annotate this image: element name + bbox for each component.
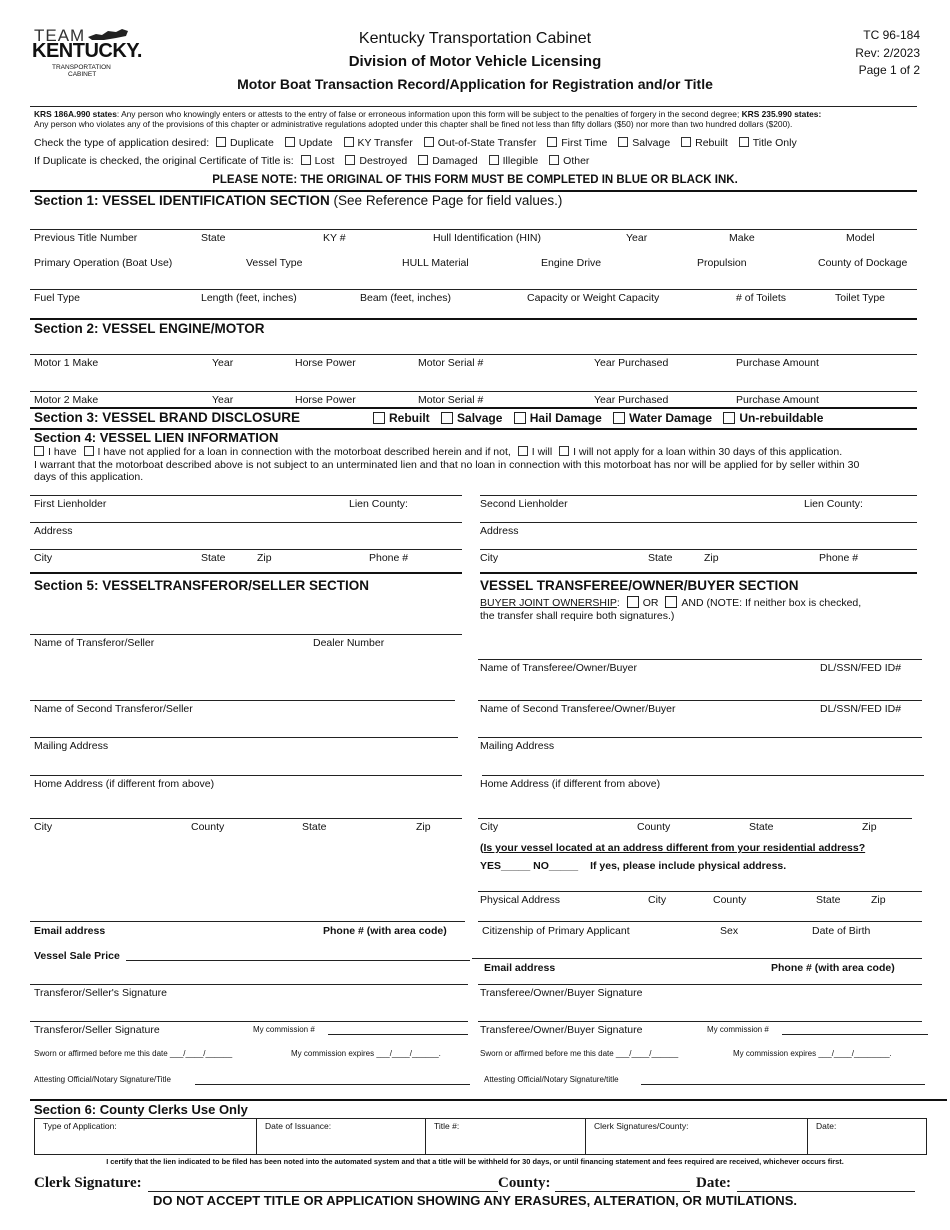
cell-clerk-signatures[interactable]: Clerk Signatures/County:: [586, 1119, 808, 1155]
cell-date[interactable]: Date:: [808, 1119, 927, 1155]
logo-sub-text-2: CABINET: [68, 71, 97, 78]
cell-title-number[interactable]: Title #:: [426, 1119, 586, 1155]
label-physical-state: State: [816, 894, 841, 906]
label-hin: Hull Identification (HIN): [433, 232, 541, 244]
label-toilet-type: Toilet Type: [835, 292, 886, 304]
section6-title: Section 6: County Clerks Use Only: [34, 1102, 248, 1117]
logo-state-text: KENTUCKY.: [32, 40, 142, 62]
label-first-lien-address: Address: [34, 525, 73, 537]
county-clerk-table: [34, 1118, 927, 1155]
label-beam: Beam (feet, inches): [360, 292, 452, 304]
label-motor1-purchase-amount: Purchase Amount: [736, 357, 819, 369]
label-second-lien-phone: Phone #: [819, 552, 859, 564]
application-type-row: [34, 137, 805, 149]
section5-title: Section 5: VESSELTRANSFEROR/SELLER SECTION: [34, 578, 370, 593]
label-buyer-attesting: Attesting Official/Notary Signature/title: [484, 1075, 619, 1084]
label-motor2-year: Year: [212, 394, 234, 406]
label-motor2-year-purchased: Year Purchased: [594, 394, 669, 406]
label-motor2-hp: Horse Power: [295, 394, 356, 406]
label-vessel-sale-price: Vessel Sale Price: [34, 950, 120, 962]
ink-note: PLEASE NOTE: THE ORIGINAL OF THIS FORM MUST BE COMPLETED IN BLUE OR BLACK INK.: [212, 174, 738, 186]
checkbox-duplicate[interactable]: Duplicate: [216, 137, 274, 149]
label-seller-signature-top: Transferor/Seller's Signature: [34, 987, 167, 999]
application-type-label: Check the type of application desired:: [34, 137, 210, 149]
label-second-lien-state: State: [648, 552, 673, 564]
label-engine-drive: Engine Drive: [541, 257, 602, 269]
label-model: Model: [846, 232, 875, 244]
label-first-lienholder: First Lienholder: [34, 498, 107, 510]
duplicate-reason-label: If Duplicate is checked, the original Certificate of Title is:: [34, 155, 294, 167]
checkbox-brand-water-damage[interactable]: Water Damage: [613, 411, 712, 425]
label-clerk-signature: Clerk Signature:: [34, 1175, 142, 1191]
label-physical-county: County: [713, 894, 747, 906]
checkbox-title-only[interactable]: Title Only: [739, 137, 797, 149]
label-physical-zip: Zip: [871, 894, 886, 906]
erasure-warning: DO NOT ACCEPT TITLE OR APPLICATION SHOWING ANY ERASURES, ALTERATION, OR MUTILATIONS.: [153, 1193, 797, 1208]
label-motor1-year: Year: [212, 357, 234, 369]
label-buyer-signature-top: Transferee/Owner/Buyer Signature: [480, 987, 643, 999]
checkbox-out-of-state-transfer[interactable]: Out-of-State Transfer: [424, 137, 537, 149]
label-buyer-phone: Phone # (with area code): [771, 962, 895, 974]
logo-sub-text-1: TRANSPORTATION: [52, 64, 111, 71]
label-buyer-home: Home Address (if different from above): [480, 778, 661, 790]
checkbox-joint-or[interactable]: OR: [627, 597, 659, 609]
label-county-of-dockage: County of Dockage: [818, 257, 908, 269]
label-seller-commission: My commission #: [253, 1025, 315, 1034]
loan-statement-row: [34, 446, 842, 458]
checkbox-destroyed[interactable]: Destroyed: [345, 155, 407, 167]
label-first-lien-county: Lien County:: [349, 498, 408, 510]
section3-title: Section 3: VESSEL BRAND DISCLOSURE: [34, 410, 301, 425]
krs-235-label: KRS 235.990 states:: [741, 109, 822, 119]
label-sex: Sex: [720, 925, 739, 937]
checkbox-brand-un-rebuildable[interactable]: Un-rebuildable: [723, 411, 823, 425]
logo-team-text: TEAM: [34, 26, 86, 45]
label-primary-operation: Primary Operation (Boat Use): [34, 257, 173, 269]
label-fuel-type: Fuel Type: [34, 292, 80, 304]
joint-note-line2: the transfer shall require both signatures.): [480, 610, 675, 622]
label-toilets: # of Toilets: [736, 292, 787, 304]
label-buyer-signature: Transferee/Owner/Buyer Signature: [480, 1024, 643, 1036]
label-buyer-commission: My commission #: [707, 1025, 769, 1034]
cell-date-of-issuance[interactable]: Date of Issuance:: [257, 1119, 426, 1155]
checkbox-illegible[interactable]: Illegible: [489, 155, 539, 167]
label-seller-phone: Phone # (with area code): [323, 925, 447, 937]
label-state: State: [201, 232, 226, 244]
checkbox-rebuilt[interactable]: Rebuilt: [681, 137, 728, 149]
label-buyer-mailing: Mailing Address: [480, 740, 555, 752]
checkbox-brand-hail-damage[interactable]: Hail Damage: [514, 411, 602, 425]
buyer-joint-ownership-label: BUYER JOINT OWNERSHIP: [480, 597, 617, 609]
form-revision: Rev: 2/2023: [855, 46, 920, 60]
checkbox-other[interactable]: Other: [549, 155, 589, 167]
buyer-joint-ownership-row: BUYER JOINT OWNERSHIP: OR AND (NOTE: If neither box is checked,: [480, 597, 862, 609]
label-clerk-county: County:: [498, 1175, 551, 1191]
label-second-lien-city: City: [480, 552, 499, 564]
yes-no-field[interactable]: YES_____ NO_____: [480, 860, 579, 872]
label-year: Year: [626, 232, 648, 244]
label-buyer-city: City: [480, 821, 499, 833]
label-seller-city: City: [34, 821, 53, 833]
checkbox-joint-and[interactable]: AND: [665, 597, 703, 609]
joint-note: (NOTE: If neither box is checked,: [706, 597, 862, 609]
section4-title: Section 4: VESSEL LIEN INFORMATION: [34, 430, 279, 445]
warrant-text-line2: days of this application.: [34, 471, 144, 483]
label-buyer-sworn-date: Sworn or affirmed before me this date ___/____/______: [480, 1049, 679, 1058]
checkbox-lost[interactable]: Lost: [301, 155, 335, 167]
label-seller-sworn-date: Sworn or affirmed before me this date ___/____/______: [34, 1049, 233, 1058]
brand-options: [373, 411, 831, 425]
label-second-buyer: Name of Second Transferee/Owner/Buyer: [480, 703, 676, 715]
label-seller-commission-expires: My commission expires ___/____/______.: [291, 1049, 441, 1058]
duplicate-reason-row: [34, 155, 597, 167]
agency-title: Kentucky Transportation Cabinet: [358, 30, 592, 47]
label-seller-name: Name of Transferor/Seller: [34, 637, 155, 649]
checkbox-i-will[interactable]: I will: [518, 446, 552, 458]
legal-text-line2: Any person who violates any of the provisions of this chapter or administrative regulations adopted under this chapter shall be fined not less than fifty dollars ($50) nor more than two hundred dollars ($200).: [34, 119, 793, 129]
checkbox-damaged[interactable]: Damaged: [418, 155, 478, 167]
label-seller-state: State: [302, 821, 327, 833]
vessel-location-answer: YES_____ NO_____ If yes, please include physical address.: [480, 860, 787, 872]
label-dealer-number: Dealer Number: [313, 637, 385, 649]
label-buyer-name: Name of Transferee/Owner/Buyer: [480, 662, 637, 674]
label-hull-material: HULL Material: [402, 257, 469, 269]
label-buyer-state: State: [749, 821, 774, 833]
krs-186a-text: : Any person who knowingly enters or attests to the entry of false or erroneous information upon this form will be subject to the penalties of forgery in the second degree;: [116, 109, 742, 119]
label-previous-title-number: Previous Title Number: [34, 232, 138, 244]
label-seller-signature: Transferor/Seller Signature: [34, 1024, 160, 1036]
label-seller-home: Home Address (if different from above): [34, 778, 215, 790]
checkbox-brand-salvage[interactable]: Salvage: [441, 411, 502, 425]
vessel-location-question: (Is your vessel located at an address different from your residential address?: [480, 842, 866, 854]
checkbox-i-have-not[interactable]: I have not applied for a loan in connection with the motorboat described herein and if not,: [84, 446, 511, 458]
label-first-lien-phone: Phone #: [369, 552, 409, 564]
label-buyer-zip: Zip: [862, 821, 877, 833]
page-number: Page 1 of 2: [858, 63, 920, 77]
label-make: Make: [729, 232, 755, 244]
label-motor1-serial: Motor Serial #: [418, 357, 484, 369]
label-date-of-birth: Date of Birth: [812, 925, 871, 937]
checkbox-i-will-not[interactable]: I will not apply for a loan within 30 days of this application.: [559, 446, 842, 458]
label-citizenship: Citizenship of Primary Applicant: [482, 925, 630, 937]
label-second-lienholder: Second Lienholder: [480, 498, 568, 510]
label-first-lien-state: State: [201, 552, 226, 564]
label-buyer-dl: DL/SSN/FED ID#: [820, 662, 902, 674]
checkbox-brand-rebuilt[interactable]: Rebuilt: [373, 411, 430, 425]
label-physical-address: Physical Address: [480, 894, 560, 906]
label-ky-number: KY #: [323, 232, 346, 244]
label-capacity: Capacity or Weight Capacity: [527, 292, 660, 304]
label-clerk-date: Date:: [696, 1175, 731, 1191]
checkbox-salvage[interactable]: Salvage: [618, 137, 670, 149]
label-second-lien-address: Address: [480, 525, 519, 537]
label-length: Length (feet, inches): [201, 292, 297, 304]
checkbox-ky-transfer[interactable]: KY Transfer: [344, 137, 413, 149]
label-physical-city: City: [648, 894, 667, 906]
label-motor2-serial: Motor Serial #: [418, 394, 484, 406]
section2-title: Section 2: VESSEL ENGINE/MOTOR: [34, 321, 265, 336]
label-first-lien-city: City: [34, 552, 53, 564]
label-motor1-year-purchased: Year Purchased: [594, 357, 669, 369]
buyer-section-title: VESSEL TRANSFEREE/OWNER/BUYER SECTION: [480, 578, 799, 593]
label-vessel-type: Vessel Type: [246, 257, 303, 269]
label-buyer-email: Email address: [484, 962, 556, 974]
label-motor1-hp: Horse Power: [295, 357, 356, 369]
label-second-lien-zip: Zip: [704, 552, 719, 564]
division-title: Division of Motor Vehicle Licensing: [348, 53, 602, 70]
legal-text-line1: [34, 109, 821, 119]
form-number: TC 96-184: [863, 28, 920, 42]
cell-type-of-application[interactable]: Type of Application:: [35, 1119, 257, 1155]
label-motor2-purchase-amount: Purchase Amount: [736, 394, 819, 406]
label-first-lien-zip: Zip: [257, 552, 272, 564]
krs-186a-label: KRS 186A.990 states: [34, 109, 117, 119]
label-second-buyer-dl: DL/SSN/FED ID#: [820, 703, 902, 715]
section1-title: Section 1: VESSEL IDENTIFICATION SECTION (See Reference Page for field values.): [34, 193, 563, 208]
label-seller-attesting: Attesting Official/Notary Signature/Title: [34, 1075, 171, 1084]
checkbox-update[interactable]: Update: [285, 137, 333, 149]
label-motor2-make: Motor 2 Make: [34, 394, 99, 406]
label-second-lien-county: Lien County:: [804, 498, 863, 510]
label-seller-zip: Zip: [416, 821, 431, 833]
label-second-seller: Name of Second Transferor/Seller: [34, 703, 193, 715]
certify-statement: I certify that the lien indicated to be filed has been noted into the automated system and that a title will be withheld for 30 days, or until financing statement and fees required are received, whichever occurs first.: [106, 1157, 844, 1166]
label-buyer-county: County: [637, 821, 671, 833]
form-title: Motor Boat Transaction Record/Application for Registration and/or Title: [237, 76, 713, 92]
label-buyer-commission-expires: My commission expires ___/____/________.: [733, 1049, 892, 1058]
checkbox-i-have[interactable]: I have: [34, 446, 77, 458]
label-seller-mailing: Mailing Address: [34, 740, 109, 752]
label-seller-email: Email address: [34, 925, 106, 937]
label-propulsion: Propulsion: [697, 257, 747, 269]
checkbox-first-time[interactable]: First Time: [547, 137, 607, 149]
label-seller-county: County: [191, 821, 225, 833]
label-motor1-make: Motor 1 Make: [34, 357, 99, 369]
warrant-text-line1: I warrant that the motorboat described above is not subject to an unterminated lien and that no loan in connection with this motorboat has nor will be applied for by seller within 30: [34, 459, 860, 471]
